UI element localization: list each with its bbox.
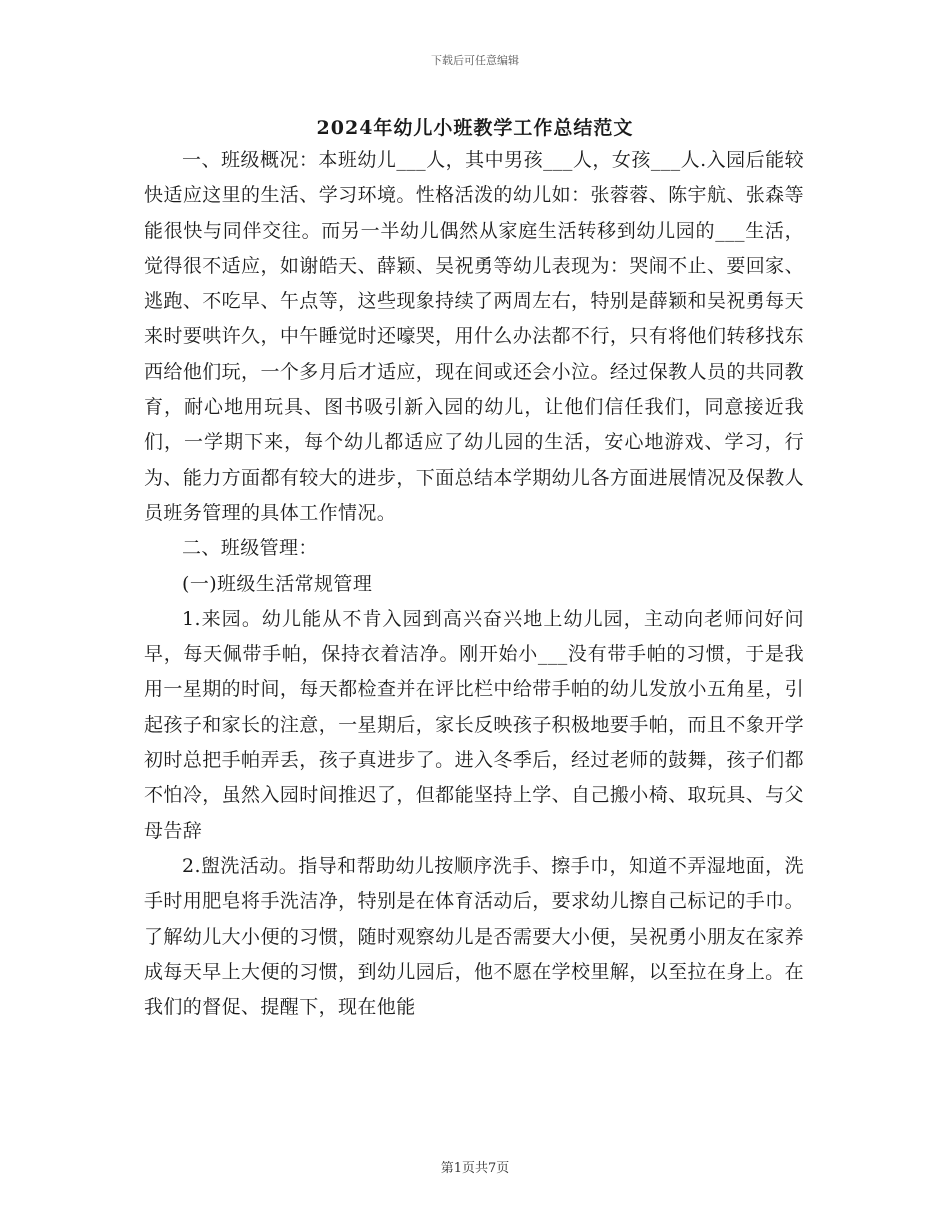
header-note: 下载后可任意编辑 bbox=[431, 54, 519, 67]
paragraph-arrival: 1.来园。幼儿能从不肯入园到高兴奋兴地上幼儿园，主动向老师问好问早，每天佩带手帕，保持衣着洁净。刚开始小___没有带手帕的习惯，于是我用一星期的时间，每天都检查并在评比栏中给带手帕的幼儿发放小五角星，引起孩子和家长的注意，一星期后，家长反映孩子积极地要手帕，而且不象开学初时总把手帕弄丢，孩子真进步了。进入冬季后，经过老师的鼓舞，孩子们都不怕冷，虽然入园时间推迟了，但都能坚持上学、自己搬小椅、取玩具、与父母告辞 bbox=[144, 607, 804, 842]
document-title: 2024年幼儿小班教学工作总结范文 bbox=[316, 117, 634, 139]
paragraph-class-management-heading: 二、班级管理： bbox=[182, 537, 318, 560]
document-body bbox=[144, 143, 804, 1025]
paragraph-routine-management-heading: (一)班级生活常规管理 bbox=[182, 572, 373, 595]
paragraph-class-overview: 一、班级概况：本班幼儿___人，其中男孩___人，女孩___人.入园后能较快适应这里的生活、学习环境。性格活泼的幼儿如：张蓉蓉、陈宇航、张森等能很快与同伴交往。而另一半幼儿偶然从家庭生活转移到幼儿园的___生活，觉得很不适应，如谢皓天、薛颖、吴祝勇等幼儿表现为：哭闹不止、要回家、逃跑、不吃早、午点等，这些现象持续了两周左右，特别是薛颖和吴祝勇每天来时要哄许久，中午睡觉时还嚎哭，用什么办法都不行，只有将他们转移找东西给他们玩，一个多月后才适应，现在间或还会小泣。经过保教人员的共同教育，耐心地用玩具、图书吸引新入园的幼儿，让他们信任我们，同意接近我们，一学期下来，每个幼儿都适应了幼儿园的生活，安心地游戏、学习，行为、能力方面都有较大的进步，下面总结本学期幼儿各方面进展情况及保教人员班务管理的具体工作情况。 bbox=[144, 149, 804, 524]
page-footer: 第1页共7页 bbox=[440, 1161, 510, 1176]
paragraph-washing: 2.盥洗活动。指导和帮助幼儿按顺序洗手、擦手巾，知道不弄湿地面，洗手时用肥皂将手洗洁净，特别是在体育活动后，要求幼儿擦自己标记的手巾。了解幼儿大小便的习惯，随时观察幼儿是否需要大小便，吴祝勇小朋友在家养成每天早上大便的习惯，到幼儿园后，他不愿在学校里解，以至拉在身上。在我们的督促、提醒下，现在他能 bbox=[144, 854, 804, 1019]
